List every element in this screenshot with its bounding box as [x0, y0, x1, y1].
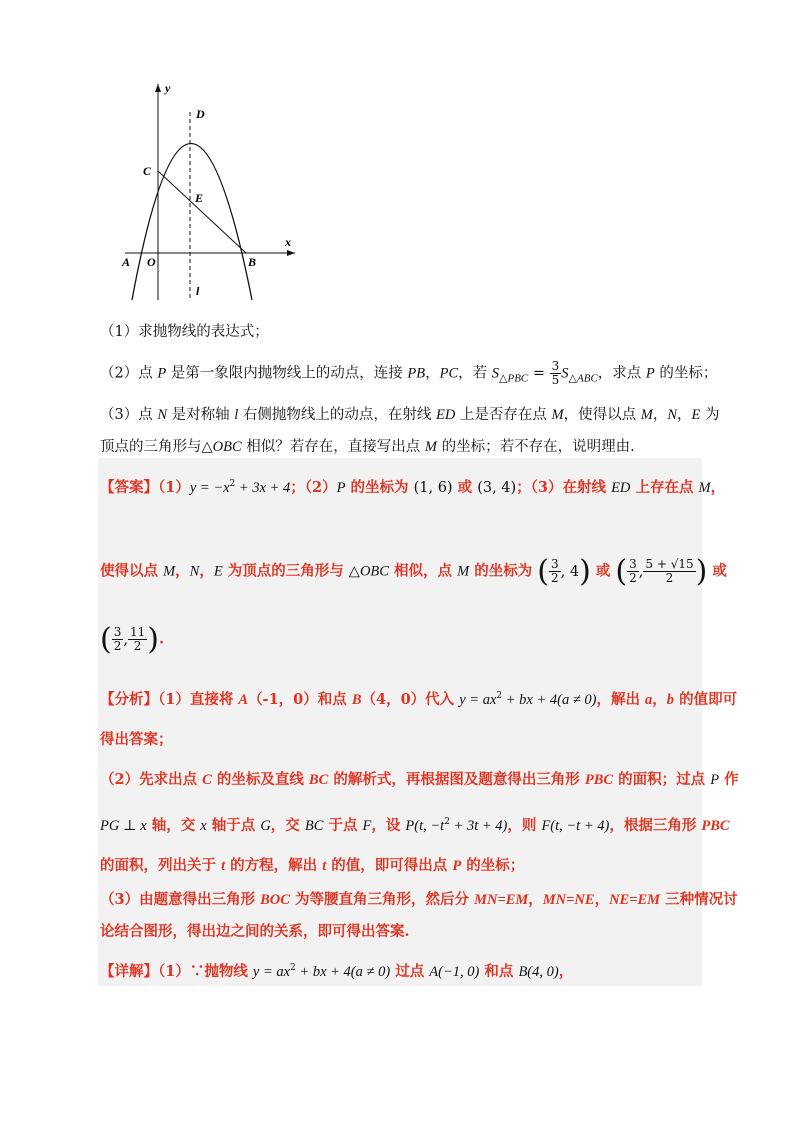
label-a: A [122, 255, 131, 269]
label-y: y [165, 81, 171, 95]
question-2: （2）点 P 是第一象限内抛物线上的动点，连接 PB，PC，若 $S_{\triangle PBC}$ = $\frac{3}{5}$ $S_{\triangle ABC}$，求点 P 的坐标； [100, 359, 718, 387]
analysis-line-5: 的面积，列出关于 t 的方程，解出 t 的值，即可得出点 P 的坐标； [100, 857, 525, 874]
detail-line-1: 【详解】（1）∵抛物线 $y = ax^2$ + bx + 4(a ≠ 0) 过点 A(−1, 0) 和点 B(4, 0)， [100, 962, 574, 980]
x-axis-arrow [287, 250, 295, 256]
analysis-line-4: PG ⊥ x 轴，交 x 轴于点 G，交 BC 于点 F，设 P(t, $-t^2 + 3t + 4$)，则 F(t, −t + 4)，根据三角形 PBC [100, 816, 730, 834]
segment-cb [158, 171, 246, 253]
analysis-line-3: （2）先求出点 C 的坐标及直线 BC 的解析式，再根据图及题意得出三角形 PBC 的面积；过点 P 作 [100, 771, 739, 788]
label-c: C [143, 164, 152, 178]
answer-tag: 【答案】 [100, 478, 158, 496]
label-d: D [196, 107, 205, 121]
analysis-line-1: 【分析】（1）直接将 A（-1，0）和点 B（4，0）代入 $y = ax^2$ + bx + 4(a ≠ 0)，解出 a，b 的值即可 [100, 690, 738, 708]
label-e: E [195, 191, 204, 205]
analysis-line-7: 论结合图形，得出边之间的关系，即可得出答案. [100, 923, 410, 940]
question-1: （1）求抛物线的表达式； [100, 324, 269, 340]
question-3-line-2: 顶点的三角形与△OBC 相似？若存在，直接写出点 M 的坐标；若不存在，说明理由. [100, 439, 635, 455]
answer-line-2: 使得以点 M，N，E 为顶点的三角形与 △OBC 相似，点 M 的坐标为 ( $\frac{3}{2}$ , 4) 或 ( $\frac{3}{2}$ , $\frac{5 + √15}{2}$ ) 或 [100, 553, 727, 589]
label-l: l [196, 284, 200, 298]
answer-line-3: ( $\frac{3}{2}$ , $\frac{11}{2}$ ). [100, 621, 165, 657]
label-x: x [285, 235, 291, 249]
label-b: B [248, 255, 257, 269]
analysis-line-6: （3）由题意得出三角形 BOC 为等腰直角三角形，然后分 MN=EM，MN=NE，NE=EM 三种情况讨 [100, 891, 738, 908]
y-axis-arrow [155, 84, 161, 92]
label-o: O [147, 255, 156, 269]
analysis-tag: 【分析】 [100, 690, 158, 708]
fraction-3-5: $\frac{3}{5}$ [551, 359, 560, 387]
analysis-line-2: 得出答案； [100, 731, 173, 748]
question-3-line-1: （3）点 N 是对称轴 l 右侧抛物线上的动点，在射线 ED 上是否存在点 M，使得以点 M，N，E 为 [100, 407, 720, 423]
detail-tag: 【详解】 [100, 962, 158, 980]
parabola-graph [110, 72, 310, 302]
answer-line-1: 【答案】$(1)y = -x^2 + 3x + 4$；（2）P 的坐标为 (1, 6) 或 (3, 4)；（3）在射线 ED 上存在点 M， [100, 478, 726, 496]
